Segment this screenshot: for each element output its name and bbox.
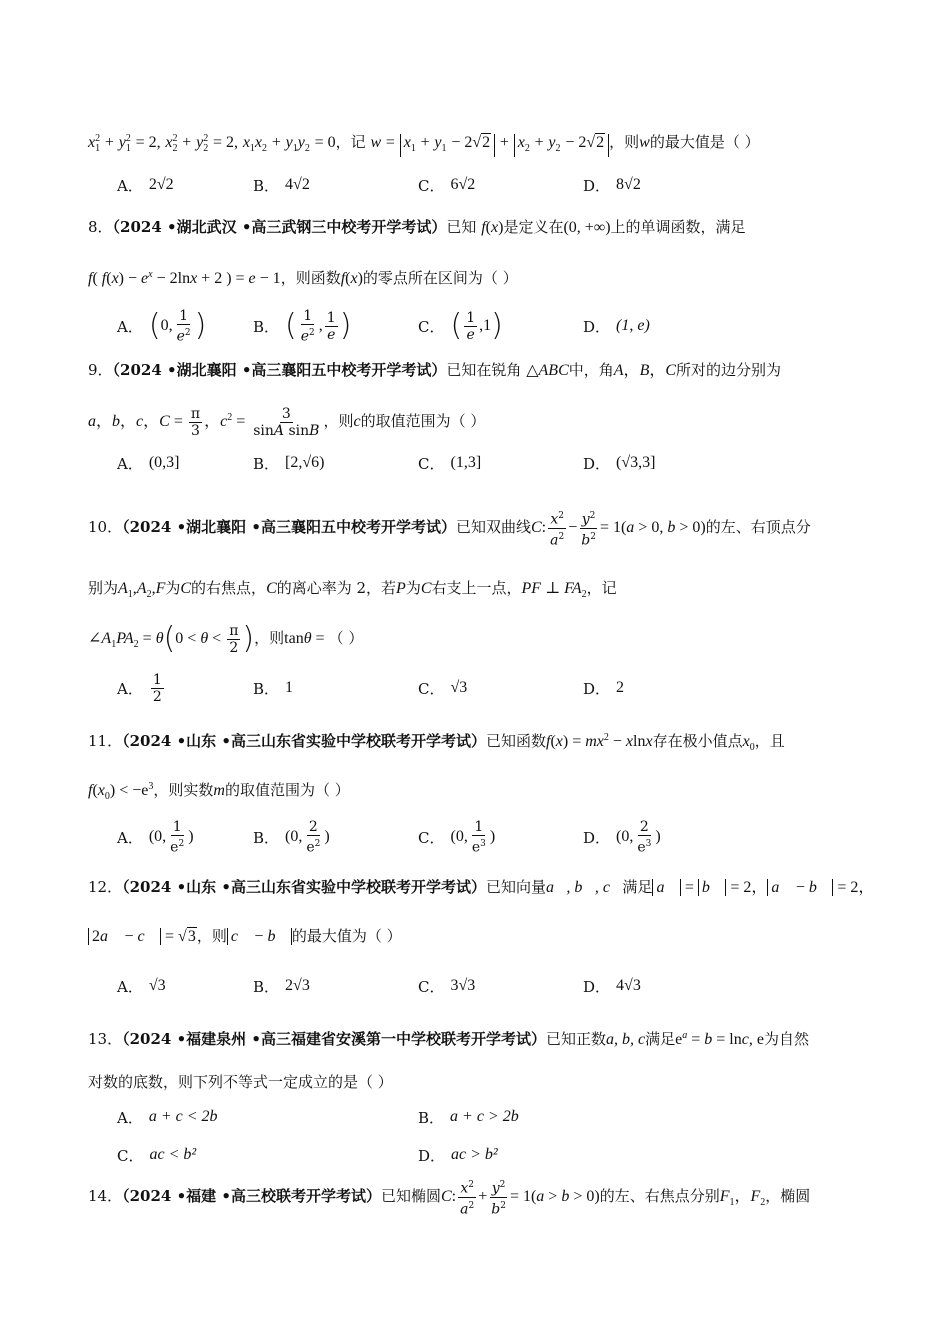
q8-line-1: 8．（2024 •湖北武汉 •高三武钢三中校考开学考试）已知 f(x)是定义在(0, +∞)上的单调函数，满足 [88,218,746,236]
q7-option-c[interactable]: C． 6√2 [418,176,476,195]
q10-line-2: 别为$A_1,A_2,F$为C的右焦点，C的离心率为 2，若P为C右支上一点，PF ⊥ $FA_2$，记 [88,579,617,600]
q9-option-d[interactable]: D． (√3,3] [583,454,656,473]
q9-line-2: a，b，c，C = $\frac{\pi}{3}$ ，$c^2$ = $\frac{3}{\text{sinA sinB}}$ ，则c的取值范围为（ ） [88,405,486,439]
q7-text-mid: ，则 [609,133,640,151]
q11-line-2: $f(x_0) < -e^3$，则实数m的取值范围为（ ） [88,781,350,802]
q11-line-1: 11．（2024 •山东 •高三山东省实验中学校联考开学考试）已知函数$f(x) = mx^2 - xlnx$存在极小值点$x_0$，且 [88,732,785,753]
q11-source: （2024 •山东 •高三山东省实验中学校联考开学考试） [122,732,486,750]
q11-option-a[interactable]: A． (0, $\frac{1}{e^2}$ ) [117,818,194,856]
q14-line-1: 14．（2024 •福建 •高三校联考开学考试）已知椭圆C: $\frac{x^2}{a^2}$ + $\frac{y^2}{b^2}$ = 1(a > b > 0)的左、右焦点分别$F_1$，$F_2$，椭圆 [88,1176,880,1216]
q7-option-a[interactable]: A． 2√2 [117,176,174,195]
q12-option-c[interactable]: C． 3√3 [418,977,476,996]
q7-option-d[interactable]: D． 8√2 [583,176,641,195]
q10-line-3: $\angle A_1PA_2 = \theta(0 < \theta$ < $\frac{\pi}{2}$ )，则tanθ = （ ） [88,621,364,656]
q11-option-c[interactable]: C． (0, $\frac{1}{e^3}$ ) [418,818,496,856]
q12-line-2: 2a⃗ − c⃗ = √3，则 c⃗ − b⃗ 的最大值为（ ） [88,925,880,948]
q8-source: （2024 •湖北武汉 •高三武钢三中校考开学考试） [112,218,447,236]
q7-text-prefix: ，记 [335,133,366,151]
q13-option-a[interactable]: A． a + c < 2b [117,1108,218,1127]
q12-line-1: 12．（2024 •山东 •高三山东省实验中学校联考开学考试）已知向量a⃗, b⃗, c⃗满足 a⃗ = b⃗ = 2， a⃗ − b⃗ = 2， [88,878,875,896]
q12-option-d[interactable]: D． 4√3 [583,977,641,996]
q11-option-d[interactable]: D． (0, $\frac{2}{e^3}$ ) [583,818,661,856]
q12-options [117,966,890,1006]
q9-source: （2024 •湖北襄阳 •高三襄阳五中校考开学考试） [112,361,447,379]
q12-number: 12． [88,878,123,896]
q13-source: （2024 •福建泉州 •高三福建省安溪第一中学校联考开学考试） [122,1030,546,1048]
q10-number: 10． [88,518,123,536]
q9-line-1: 9．（2024 •湖北襄阳 •高三襄阳五中校考开学考试）已知在锐角 △ABC中，角A，B，C所对的边分别为 [88,361,782,379]
q14-number: 14． [88,1187,123,1205]
q13-option-c[interactable]: C． ac < b² [117,1146,197,1165]
q10-line-1: 10．（2024 •湖北襄阳 •高三襄阳五中校考开学考试）已知双曲线C: $\frac{x^2}{a^2}$ − $\frac{y^2}{b^2}$ = 1(a > 0, b > 0)的左、右顶点分 [88,507,880,547]
q10-options [117,668,890,708]
q9-option-b[interactable]: B． [2,√6) [253,454,325,473]
q12-option-b[interactable]: B． 2√3 [253,977,310,996]
q9-options [117,443,890,483]
q13-option-b[interactable]: B． a + c > 2b [418,1108,519,1127]
q7-stem: $x_1^2 + y_1^2 = 2$, $x_2^2 + y_2^2 = 2$, $x_1x_2 + y_1y_2 = 0$，记 $w = x_1 + y_1 - 2√2 + x_2 + y_2 - 2√2$ ，则w的最大值是（ ） [88,128,880,160]
q11-number: 11． [88,732,123,750]
q10-option-c[interactable]: C． √3 [418,679,468,698]
q7-option-b[interactable]: B． 4√2 [253,176,310,195]
q9-number: 9． [88,361,113,379]
q10-source: （2024 •湖北襄阳 •高三襄阳五中校考开学考试） [122,518,456,536]
q10-option-d[interactable]: D． 2 [583,679,625,698]
q8-option-c[interactable]: C． ( $\frac{1}{e}$ ,1 ) [418,308,503,343]
q8-option-a[interactable]: A． ( 0, $\frac{1}{e^2}$ ) [117,307,207,345]
q13-options-row-2 [117,1135,890,1175]
q8-options [117,306,890,346]
q8-option-d[interactable]: D． (1, e) [583,317,650,336]
q14-source: （2024 •福建 •高三校联考开学考试） [122,1187,381,1205]
q11-options [117,817,890,857]
q9-option-a[interactable]: A． (0,3] [117,454,180,473]
q8-number: 8． [88,218,113,236]
q13-options-row-1 [117,1097,890,1137]
q8-line-2: f( $f(x) - e^x - 2\ln x + 2$ ) = e − 1，则函数f(x)的零点所在区间为（ ） [88,269,518,287]
q9-option-c[interactable]: C． (1,3] [418,454,482,473]
q12-source: （2024 •山东 •高三山东省实验中学校联考开学考试） [122,878,486,896]
q13-number: 13． [88,1030,123,1048]
q13-option-d[interactable]: D． ac > b² [418,1146,498,1165]
q7-text-suffix: 的最大值是（ ） [649,133,760,151]
q8-option-b[interactable]: B． ( $\frac{1}{e^2}$ , $\frac{1}{e}$ ) [253,307,352,345]
q10-option-b[interactable]: B． 1 [253,679,294,698]
q13-line-2: 对数的底数，则下列不等式一定成立的是（ ） [88,1073,393,1091]
q10-option-a[interactable]: A． $\frac{1}{2}$ [117,671,162,705]
q11-option-b[interactable]: B． (0, $\frac{2}{e^2}$ ) [253,818,330,856]
q12-option-a[interactable]: A． √3 [117,977,166,996]
q7-options [117,165,890,205]
q13-line-1: 13．（2024 •福建泉州 •高三福建省安溪第一中学校联考开学考试）已知正数a, b, c满足$e^a = b = \ln c$, e为自然 [88,1030,809,1048]
